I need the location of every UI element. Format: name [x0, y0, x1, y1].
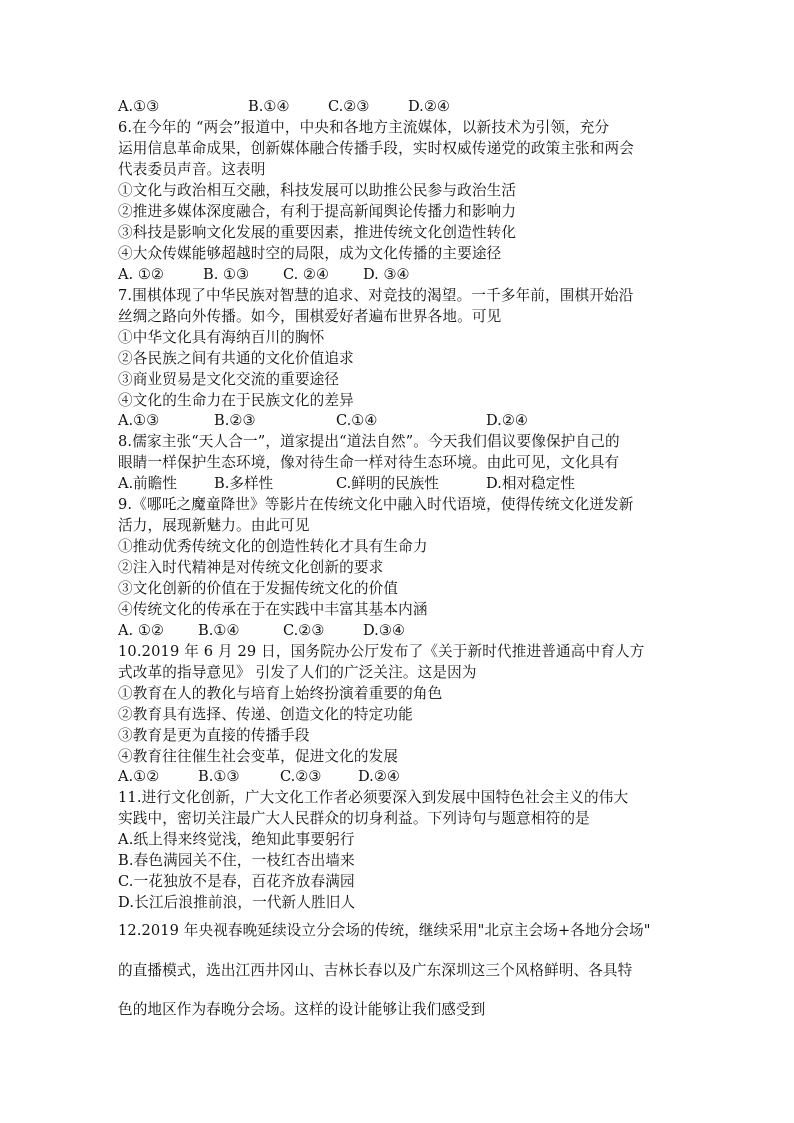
q10-stem-line-2: 式改革的指导意见》 引发了人们的广泛关注。这是因为 [118, 664, 477, 681]
q11-stem-line-1: 11.进行文化创新，广大文化工作者必须要深入到发展中国特色社会主义的伟大 [118, 789, 629, 806]
q7-item-1: ①中华文化具有海纳百川的胸怀 [118, 329, 325, 346]
q10-options [118, 767, 518, 787]
q5-option-b: B.①④ [248, 98, 290, 115]
q9-item-4: ④传统文化的传承在于在实践中丰富其基本内涵 [118, 601, 428, 618]
q10-option-c: C.②③ [280, 768, 322, 785]
q8-option-c: C.鲜明的民族性 [336, 475, 439, 492]
q8-option-d: D.相对稳定性 [486, 475, 575, 492]
q7-option-a: A.①③ [118, 412, 160, 429]
q7-stem-line-2: 丝绸之路向外传播。如今，围棋爱好者遍布世界各地。可见 [118, 308, 502, 325]
q7-option-c: C.①④ [336, 412, 378, 429]
q8-stem-line-1: 8.儒家主张“天人合一”，道家提出“道法自然”。今天我们倡议要像保护自己的 [118, 433, 620, 450]
q9-stem-line-1: 9.《哪吒之魔童降世》等影片在传统文化中融入时代语境，使得传统文化迸发新 [118, 496, 634, 513]
q12-stem-line-2: 的直播模式，选出江西井冈山、吉林长春以及广东深圳这三个风格鲜明、各具特 [118, 962, 633, 979]
q12-stem-line-1: 12.2019 年央视春晚延续设立分会场的传统，继续采用"北京主会场+各地分会场" [118, 922, 651, 939]
q11-choice-c: C.一花独放不是春，百花齐放春满园 [118, 873, 355, 890]
q6-options [118, 265, 518, 285]
q10-stem-line-1: 10.2019 年 6 月 29 日，国务院办公厅发布了《关于新时代推进普通高中育人方 [118, 643, 645, 660]
q9-stem-line-2: 活力，展现新魅力。由此可见 [118, 517, 310, 534]
q10-item-2: ②教育具有选择、传递、创造文化的特定功能 [118, 706, 413, 723]
q10-item-3: ③教育是更为直接的传播手段 [118, 727, 310, 744]
q9-option-d: D.③④ [363, 622, 405, 639]
q10-item-1: ①教育在人的教化与培育上始终扮演着重要的角色 [118, 685, 443, 702]
q7-option-b: B.②③ [214, 412, 256, 429]
q9-item-3: ③文化创新的价值在于发掘传统文化的价值 [118, 580, 399, 597]
q8-option-a: A.前瞻性 [118, 475, 177, 492]
q8-option-b: B.多样性 [214, 475, 274, 492]
q9-options [118, 621, 518, 641]
q7-stem-line-1: 7.围棋体现了中华民族对智慧的追求、对竞技的渴望。一千多年前，围棋开始沿 [118, 287, 634, 304]
q7-options [118, 411, 618, 431]
q9-item-1: ①推动优秀传统文化的创造性转化才具有生命力 [118, 538, 428, 555]
q5-option-a: A.①③ [118, 98, 160, 115]
q9-item-2: ②注入时代精神是对传统文化创新的要求 [118, 559, 384, 576]
q6-option-b: B. ①③ [203, 266, 250, 283]
q12-stem-line-3: 色的地区作为春晚分会场。这样的设计能够让我们感受到 [118, 1001, 486, 1018]
q5-options [118, 97, 518, 117]
q7-item-2: ②各民族之间有共通的文化价值追求 [118, 350, 354, 367]
q11-choice-d: D.长江后浪推前浪，一代新人胜旧人 [118, 894, 356, 911]
q10-option-a: A.①② [118, 768, 160, 785]
q7-item-3: ③商业贸易是文化交流的重要途径 [118, 371, 340, 388]
q6-option-d: D. ③④ [363, 266, 410, 283]
q6-item-1: ①文化与政治相互交融，科技发展可以助推公民参与政治生活 [118, 182, 517, 199]
q7-option-d: D.②④ [486, 412, 528, 429]
q6-item-4: ④大众传媒能够超越时空的局限，成为文化传播的主要途径 [118, 245, 502, 262]
q11-choice-b: B.春色满园关不住，一枝红杏出墙来 [118, 852, 355, 869]
q9-option-a: A. ①② [118, 622, 164, 639]
q6-item-2: ②推进多媒体深度融合，有利于提高新闻舆论传播力和影响力 [118, 203, 517, 220]
q11-stem-line-2: 实践中，密切关注最广大人民群众的切身利益。下列诗句与题意相符的是 [118, 810, 590, 827]
q8-stem-line-2: 眼睛一样保护生态环境，像对待生命一样对待生态环境。由此可见，文化具有 [118, 454, 620, 471]
q6-item-3: ③科技是影响文化发展的重要因素，推进传统文化创造性转化 [118, 224, 517, 241]
q5-option-c: C.②③ [328, 98, 370, 115]
q10-option-b: B.①③ [198, 768, 240, 785]
q11-choice-a: A.纸上得来终觉浅，绝知此事要躬行 [118, 831, 355, 848]
q9-option-b: B.①④ [198, 622, 240, 639]
q6-option-a: A. ①② [118, 266, 164, 283]
q7-item-4: ④文化的生命力在于民族文化的差异 [118, 392, 354, 409]
q6-stem-line-1: 6.在今年的 “两会”报道中，中央和各地方主流媒体，以新技术为引领，充分 [118, 119, 610, 136]
q6-stem-line-3: 代表委员声音。这表明 [118, 161, 266, 178]
q6-option-c: C. ②④ [283, 266, 330, 283]
q10-item-4: ④教育往往催生社会变革，促进文化的发展 [118, 748, 399, 765]
q8-options [118, 474, 618, 494]
q5-option-d: D.②④ [408, 98, 450, 115]
q10-option-d: D.②④ [358, 768, 400, 785]
q9-option-c: C.②③ [283, 622, 325, 639]
q6-stem-line-2: 运用信息革命成果，创新媒体融合传播手段，实时权威传递党的政策主张和两会 [118, 140, 635, 157]
